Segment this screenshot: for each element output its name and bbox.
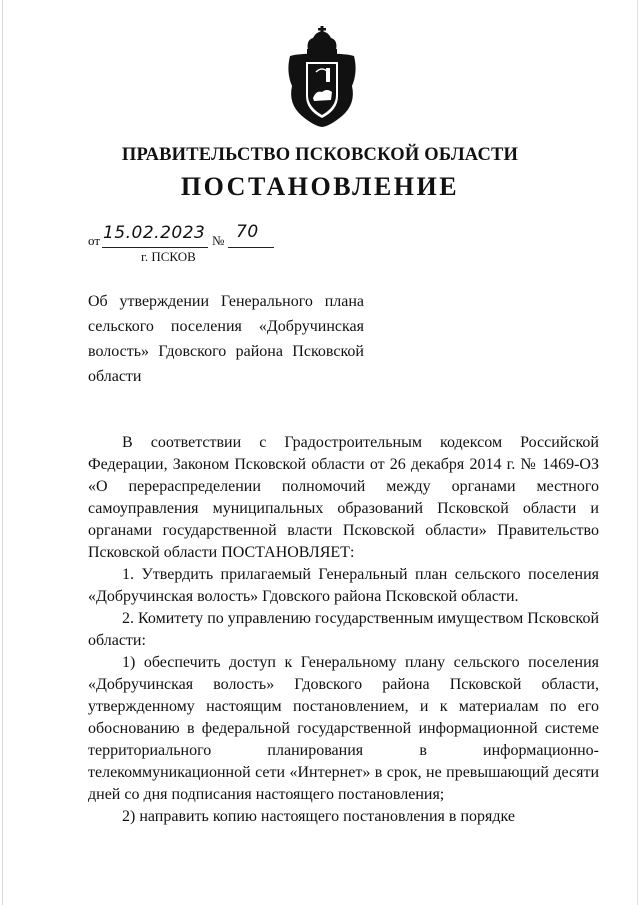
handwritten-date: 15.02.2023 (103, 223, 206, 243)
government-name: ПРАВИТЕЛЬСТВО ПСКОВСКОЙ ОБЛАСТИ (121, 145, 519, 165)
page-edge (2, 0, 3, 905)
number-prefix: № (212, 233, 225, 248)
city: г. ПСКОВ (141, 249, 196, 264)
preamble-paragraph: В соответствии с Градостроительным кодексом Российской Федерации, Законом Псковской области от 26 декабря 2014 г. № 1469-ОЗ «О перераспределении полномочий между органами местного самоуправления муниципальных образований Псковской области и органами государственной власти Псковской области» Правительство Псковской области ПОСТАНОВЛЯЕТ: (88, 434, 599, 561)
item-2-paragraph: 2. Комитету по управлению государственным имуществом Псковской области: (88, 610, 599, 649)
number-underline (228, 247, 274, 248)
pskov-coat-of-arms-icon (286, 26, 358, 128)
item-2-2-paragraph: 2) направить копию настоящего постановления в порядке (122, 808, 515, 825)
document-type: ПОСТАНОВЛЕНИЕ (180, 172, 460, 201)
date-prefix: от (88, 233, 101, 248)
document-body (88, 432, 599, 828)
item-2-1-paragraph: 1) обеспечить доступ к Генеральному плану сельского поселения «Добручинская волость» Гдовского района Псковской области, утвержденному настоящим постановлением, и к материалам по его обоснованию в федеральной государственной информационной системе территориального планирования в информационно-телекоммуникационной сети «Интернет» в срок, не превышающий десяти дней со дня подписания настоящего постановления; (88, 654, 599, 803)
document-subject: Об утверждении Генерального плана сельского поселения «Добручинская волость» Гдовского района Псковской области (88, 293, 364, 385)
handwritten-number: 70 (236, 222, 259, 242)
page-edge (637, 0, 638, 905)
date-underline (102, 247, 208, 248)
item-1-paragraph: 1. Утвердить прилагаемый Генеральный план сельского поселения «Добручинская волость» Гдовского района Псковской области. (88, 566, 599, 605)
